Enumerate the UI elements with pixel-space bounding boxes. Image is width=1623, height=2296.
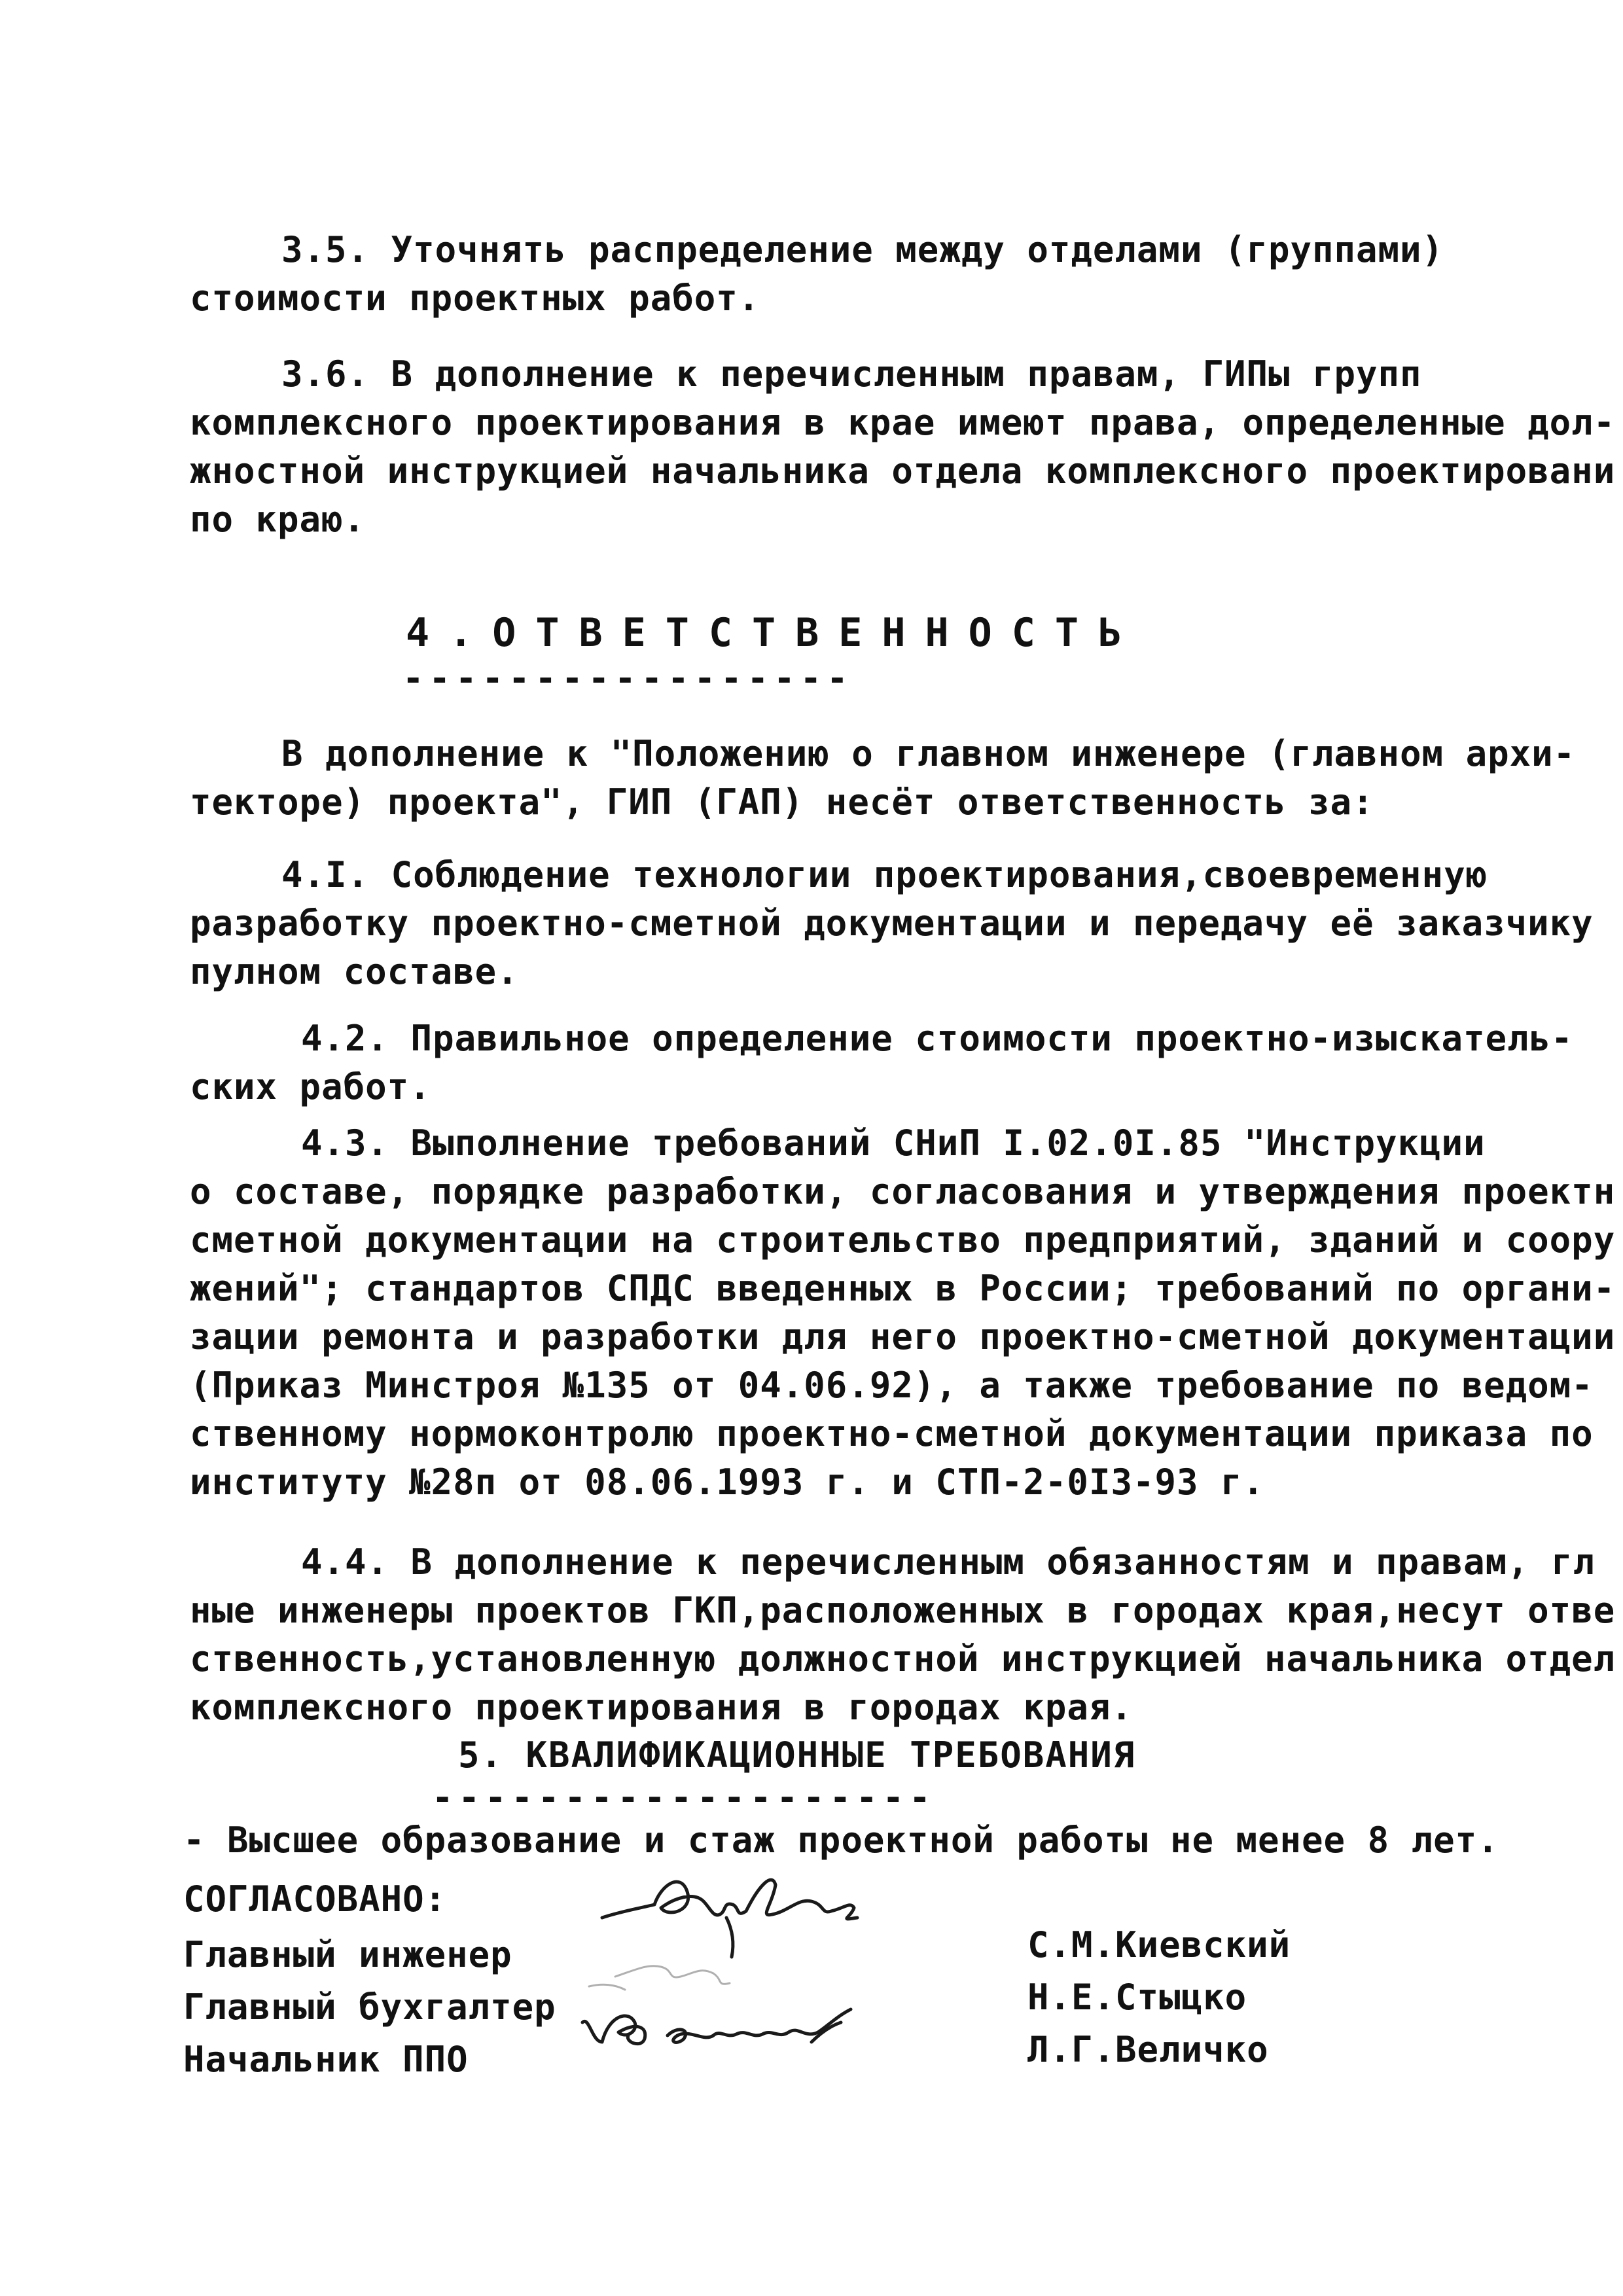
handwritten-signatures: [563, 1846, 982, 2068]
text-line: 4.2. Правильное определение стоимости проектно-изыскатель-: [301, 1018, 1573, 1059]
text-line: сметной документации на строительство предприятий, зданий и соору: [190, 1219, 1616, 1261]
text-line: 3.5. Уточнять распределение между отделами (группами): [281, 229, 1444, 270]
text-line: стоимости проектных работ.: [190, 278, 760, 319]
section-5-heading: 5. КВАЛИФИКАЦИОННЫЕ ТРЕБОВАНИЯ: [458, 1734, 1136, 1776]
paragraph-4-4: [190, 1538, 1616, 1732]
text-line: институту №28п от 08.06.1993 г. и СТП-2-0I3-93 г.: [190, 1462, 1265, 1503]
text-line: зации ремонта и разработки для него проектно-сметной документации: [190, 1316, 1616, 1357]
text-line: комплексного проектирования в крае имеют права, определенные дол-: [190, 402, 1616, 443]
text-line: 4.4. В дополнение к перечисленным обязанностям и правам, гл: [301, 1541, 1596, 1583]
paragraph-4-1: [190, 851, 1594, 996]
section-4-underline: -----------------: [402, 658, 853, 699]
approver-name: Н.Е.Стыцко: [1027, 1977, 1247, 2018]
text-line: - Высшее образование и стаж проектной работы не менее 8 лет.: [183, 1820, 1499, 1861]
paragraph-4-3: [190, 1119, 1616, 1507]
text-line: 4.I. Соблюдение технологии проектирования,своевременную: [281, 854, 1488, 895]
text-line: о составе, порядке разработки, согласования и утверждения проектн: [190, 1171, 1616, 1212]
text-line: по краю.: [190, 499, 366, 540]
text-line: ственность,установленную должностной инструкцией начальника отдел: [190, 1638, 1616, 1679]
text-line: 4.3. Выполнение требований СНиП I.02.0I.85 "Инструкции: [301, 1122, 1486, 1164]
text-line: текторе) проекта", ГИП (ГАП) несёт ответственность за:: [190, 781, 1374, 823]
approver-name: С.М.Киевский: [1027, 1924, 1291, 1965]
paragraph-3-6: [190, 350, 1616, 544]
approver-position: Начальник ППО: [183, 2039, 469, 2080]
paragraph-4-2: [190, 1014, 1573, 1111]
text-line: ственному нормоконтролю проектно-сметной документации приказа по: [190, 1413, 1594, 1454]
section-5-underline: -------------------: [432, 1777, 936, 1818]
text-line: жений"; стандартов СПДС введенных в России; требований по органи-: [190, 1268, 1616, 1309]
text-line: 3.6. В дополнение к перечисленным правам, ГИПы групп: [281, 353, 1422, 395]
text-line: комплексного проектирования в городах края.: [190, 1687, 1133, 1728]
approver-position: Главный бухгалтер: [183, 1986, 556, 2028]
text-line: жностной инструкцией начальника отдела комплексного проектировани: [190, 450, 1616, 492]
text-line: ные инженеры проектов ГКП,расположенных в городах края,несут отве: [190, 1590, 1616, 1631]
approval-label: СОГЛАСОВАНО:: [183, 1878, 447, 1920]
approver-name: Л.Г.Величко: [1027, 2029, 1269, 2070]
text-line: ских работ.: [190, 1066, 431, 1107]
section-4-intro: [190, 730, 1576, 827]
text-line: разработку проектно-сметной документации и передачу её заказчику: [190, 903, 1594, 944]
paragraph-3-5: [190, 226, 1499, 323]
text-line: (Приказ Минстроя №135 от 04.06.92), а также требование по ведом-: [190, 1365, 1594, 1406]
text-line: пулном составе.: [190, 951, 519, 992]
section-4-heading: 4.ОТВЕТСТВЕННОСТЬ: [406, 610, 1142, 656]
approver-position: Главный инженер: [183, 1934, 512, 1975]
text-line: В дополнение к "Положению о главном инженере (главном архи-: [281, 733, 1576, 774]
